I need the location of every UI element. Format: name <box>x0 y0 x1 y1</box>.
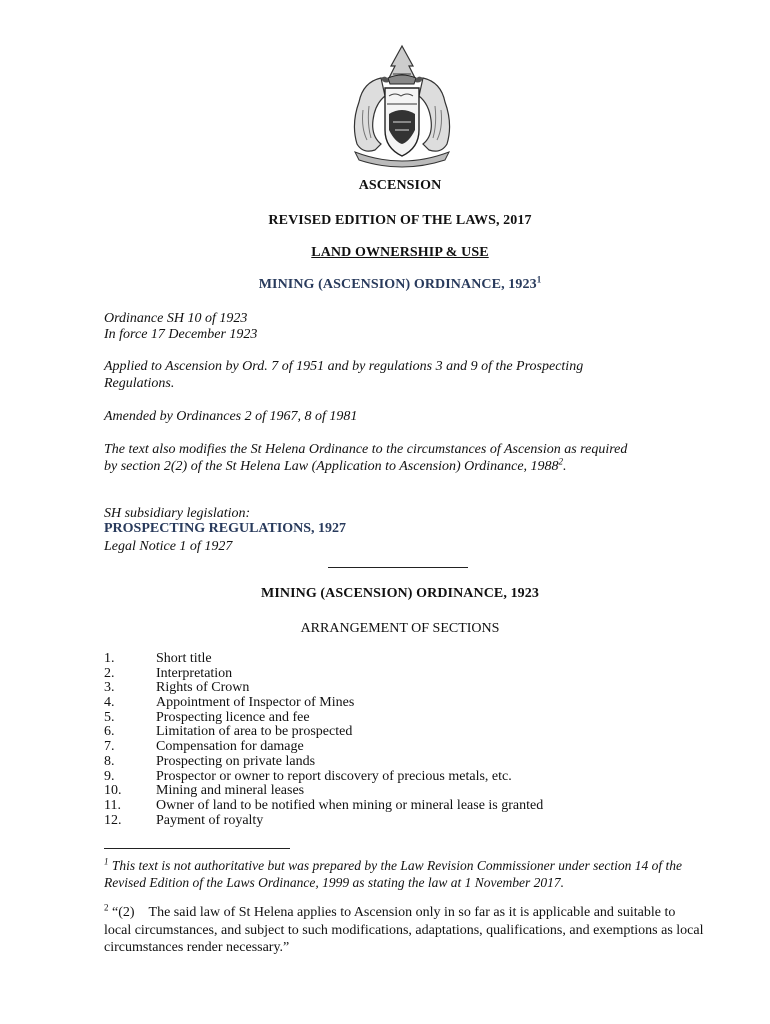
ordinance-number: Ordinance SH 10 of 1923 <box>104 311 248 326</box>
section-entry <box>104 799 624 814</box>
section-title: Payment of royalty <box>156 812 264 828</box>
sections-list <box>104 652 624 828</box>
section-number: 4. <box>104 695 115 711</box>
applied-note: Applied to Ascension by Ord. 7 of 1951 and by regulations 3 and 9 of the Prospecting Regulations. <box>104 359 584 391</box>
footnote-2: $^2$ “(2) The said law of St Helena applies to Ascension only in so far as it is applicable and suitable to local circumstances, and subject to such modifications, adaptations, qualifications, and exemptions as local circumstances render necessary.” <box>104 902 704 955</box>
section-entry <box>104 711 624 726</box>
section-title: Interpretation <box>156 665 233 681</box>
section-number: 7. <box>104 739 115 755</box>
territory-heading: ASCENSION <box>358 178 442 193</box>
legal-notice: Legal Notice 1 of 1927 <box>104 539 233 554</box>
section-entry <box>104 784 624 799</box>
section-title: Mining and mineral leases <box>156 783 305 799</box>
arrangement-heading: ARRANGEMENT OF SECTIONS <box>300 621 500 636</box>
act-title: MINING (ASCENSION) ORDINANCE, 1923$^1$ <box>258 274 542 292</box>
in-force-date: In force 17 December 1923 <box>104 327 258 342</box>
edition-heading: REVISED EDITION OF THE LAWS, 2017 <box>268 213 532 228</box>
section-entry <box>104 755 624 770</box>
footnote-1: $^1$ This text is not authoritative but was prepared by the Law Revision Commissioner under section 14 of the Revised Edition of the Laws Ordinance, 1999 as stating the law at 1 November 2017. <box>104 856 682 890</box>
section-entry <box>104 725 624 740</box>
footnote-divider <box>104 848 290 849</box>
section-divider <box>328 567 468 568</box>
section-title: Compensation for damage <box>156 739 304 755</box>
subsidiary-title: PROSPECTING REGULATIONS, 1927 <box>104 521 347 536</box>
section-entry <box>104 652 624 667</box>
section-title: Limitation of area to be prospected <box>156 724 353 740</box>
section-number: 2. <box>104 665 115 681</box>
arrangement-title: MINING (ASCENSION) ORDINANCE, 1923 <box>261 586 539 601</box>
ascension-coat-of-arms-icon <box>341 44 463 170</box>
footnote-ref-2: 2 <box>558 456 564 467</box>
section-number: 8. <box>104 753 115 769</box>
section-number: 6. <box>104 724 115 740</box>
section-title: Short title <box>156 651 212 666</box>
section-title: Prospecting licence and fee <box>156 709 310 725</box>
section-entry <box>104 770 624 785</box>
section-title: Rights of Crown <box>156 680 250 696</box>
section-entry <box>104 814 624 829</box>
modification-note: The text also modifies the St Helena Ordinance to the circumstances of Ascension as required by section 2(2) of the St Helena Law (Application to Ascension) Ordinance, 1988$^2$. <box>104 442 628 474</box>
amended-note: Amended by Ordinances 2 of 1967, 8 of 1981 <box>104 409 358 424</box>
category-heading: LAND OWNERSHIP & USE <box>311 245 489 260</box>
section-title: Appointment of Inspector of Mines <box>156 695 355 711</box>
section-entry <box>104 681 624 696</box>
section-number: 9. <box>104 768 115 784</box>
footnote-mark: 1 <box>104 856 109 867</box>
section-number: 10. <box>104 783 122 799</box>
section-title: Prospector or owner to report discovery of precious metals, etc. <box>156 768 512 784</box>
subsidiary-label: SH subsidiary legislation: <box>104 506 251 521</box>
section-title: Prospecting on private lands <box>156 753 316 769</box>
section-number: 5. <box>104 709 115 725</box>
section-entry <box>104 667 624 682</box>
section-number: 11. <box>104 797 121 813</box>
footnote-mark: 2 <box>104 902 109 913</box>
section-number: 1. <box>104 651 115 666</box>
section-number: 12. <box>104 812 122 828</box>
section-entry <box>104 696 624 711</box>
section-title: Owner of land to be notified when mining or mineral lease is granted <box>156 797 544 813</box>
footnote-ref-1: 1 <box>536 274 542 285</box>
section-entry <box>104 740 624 755</box>
section-number: 3. <box>104 680 115 696</box>
